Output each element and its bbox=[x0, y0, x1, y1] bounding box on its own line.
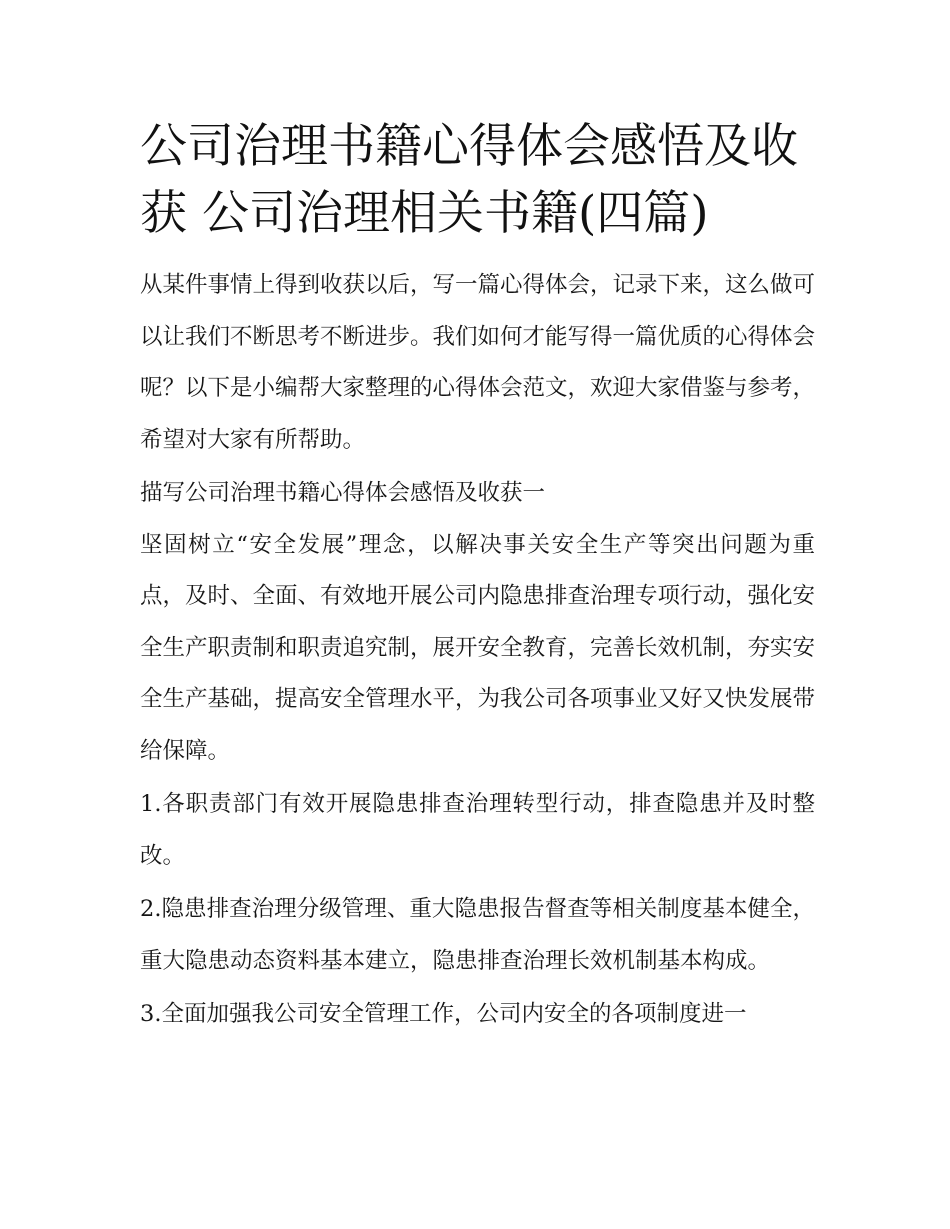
section-heading: 描写公司治理书籍心得体会感悟及收获一 bbox=[140, 480, 546, 506]
intro-paragraph: 从某件事情上得到收获以后，写一篇心得体会，记录下来，这么做可以让我们不断思考不断进步。我们如何才能写得一篇优质的心得体会呢？以下是小编帮大家整理的心得体会范文，欢迎大家借鉴与参考，希望对大家有所帮助。 bbox=[140, 272, 816, 453]
list-item-1: 1.各职责部门有效开展隐患排查治理转型行动，排查隐患并及时整改。 bbox=[140, 791, 815, 869]
document-title: 公司治理书籍心得体会感悟及收获 公司治理相关书籍(四篇) bbox=[140, 119, 798, 241]
list-item-3: 3.全面加强我公司安全管理工作，公司内安全的各项制度进一 bbox=[140, 1001, 747, 1027]
list-item-2: 2.隐患排查治理分级管理、重大隐患报告督查等相关制度基本健全，重大隐患动态资料基本建立，隐患排查治理长效机制基本构成。 bbox=[140, 896, 815, 974]
body-paragraph-1: 坚固树立“安全发展”理念，以解决事关安全生产等突出问题为重点，及时、全面、有效地开展公司内隐患排查治理专项行动，强化安全生产职责制和职责追究制，展开安全教育，完善长效机制，夯实安全生产基础，提高安全管理水平，为我公司各项事业又好又快发展带给保障。 bbox=[140, 531, 816, 764]
document-body bbox=[140, 113, 815, 1041]
